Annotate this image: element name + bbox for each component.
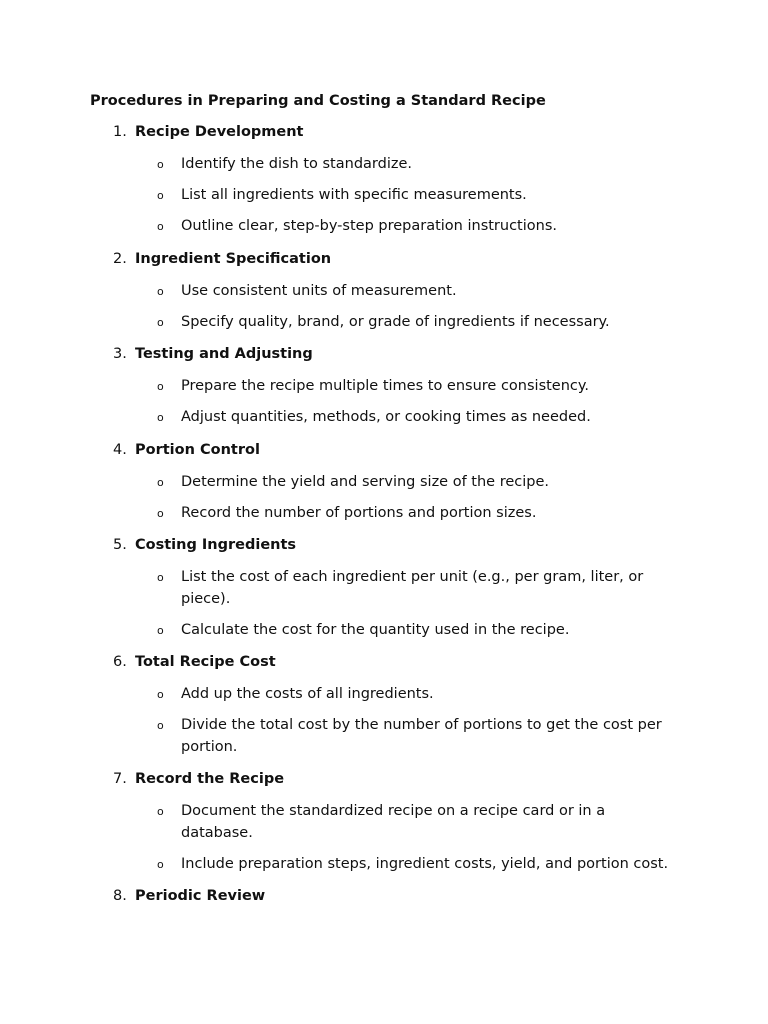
step-substeps xyxy=(0,567,768,641)
step-substeps xyxy=(0,281,768,334)
step-title: Ingredient Specification xyxy=(135,250,332,267)
step-item xyxy=(0,653,768,758)
hollow-bullet-icon: o xyxy=(157,506,164,520)
step-substeps xyxy=(0,472,768,525)
step-number: 6. xyxy=(113,654,127,670)
substep-item xyxy=(0,185,768,207)
substep-item xyxy=(0,312,768,334)
hollow-bullet-icon: o xyxy=(157,719,164,732)
substep-text: List the cost of each ingredient per unit (e.g., per gram, liter, or piece). xyxy=(181,569,644,607)
step-number: 5. xyxy=(113,537,127,553)
substep-text: Document the standardized recipe on a recipe card or in a database. xyxy=(181,803,606,841)
step-substeps xyxy=(0,801,768,875)
step-header xyxy=(0,770,768,789)
substep-item xyxy=(0,216,768,238)
hollow-bullet-icon: o xyxy=(157,623,164,637)
substep-text: Use consistent units of measurement. xyxy=(181,282,457,299)
step-title: Portion Control xyxy=(135,441,260,458)
substep-item xyxy=(0,472,768,494)
substep-text: Include preparation steps, ingredient costs, yield, and portion cost. xyxy=(181,855,669,872)
step-title: Recipe Development xyxy=(135,124,304,140)
substep-text: Record the number of portions and portion sizes. xyxy=(181,504,537,521)
step-item xyxy=(0,887,768,906)
step-header xyxy=(0,887,768,906)
substep-text: List all ingredients with specific measurements. xyxy=(181,187,527,203)
step-title: Testing and Adjusting xyxy=(135,346,313,362)
step-header xyxy=(0,250,768,269)
substep-text: Prepare the recipe multiple times to ensure consistency. xyxy=(181,378,590,394)
hollow-bullet-icon: o xyxy=(157,315,164,329)
substep-text: Calculate the cost for the quantity used in the recipe. xyxy=(181,621,570,638)
step-header xyxy=(0,123,768,142)
step-header xyxy=(0,441,768,460)
step-number: 4. xyxy=(113,441,127,458)
step-number: 3. xyxy=(113,346,127,362)
substep-item xyxy=(0,854,768,876)
document-title: Procedures in Preparing and Costing a Standard Recipe xyxy=(90,93,546,109)
step-header xyxy=(0,345,768,364)
step-item xyxy=(0,441,768,525)
hollow-bullet-icon: o xyxy=(157,688,164,701)
substep-item xyxy=(0,281,768,303)
substep-item xyxy=(0,503,768,525)
step-title: Costing Ingredients xyxy=(135,537,297,553)
step-title: Total Recipe Cost xyxy=(135,654,276,670)
step-title: Periodic Review xyxy=(135,888,266,904)
substep-item xyxy=(0,407,768,429)
substep-item xyxy=(0,684,768,706)
substep-text: Outline clear, step-by-step preparation instructions. xyxy=(181,218,557,234)
hollow-bullet-icon: o xyxy=(157,189,164,202)
substep-item xyxy=(0,801,768,844)
step-number: 1. xyxy=(113,124,127,140)
substep-text: Determine the yield and serving size of the recipe. xyxy=(181,473,550,490)
procedure-steps-list xyxy=(0,123,768,918)
step-substeps xyxy=(0,376,768,429)
substep-text: Identify the dish to standardize. xyxy=(181,156,412,172)
step-item xyxy=(0,250,768,334)
step-item xyxy=(0,770,768,875)
hollow-bullet-icon: o xyxy=(157,411,164,424)
substep-item xyxy=(0,376,768,398)
step-header xyxy=(0,653,768,672)
step-number: 8. xyxy=(113,888,127,904)
hollow-bullet-icon: o xyxy=(157,805,164,818)
substep-text: Divide the total cost by the number of portions to get the cost per portion. xyxy=(181,717,662,755)
substep-text: Adjust quantities, methods, or cooking times as needed. xyxy=(181,409,591,425)
step-substeps xyxy=(0,154,768,238)
substep-text: Add up the costs of all ingredients. xyxy=(181,686,434,702)
step-title: Record the Recipe xyxy=(135,771,285,787)
hollow-bullet-icon: o xyxy=(157,380,164,393)
step-item xyxy=(0,123,768,238)
hollow-bullet-icon: o xyxy=(157,857,164,871)
step-number: 7. xyxy=(113,771,127,787)
substep-item xyxy=(0,620,768,642)
hollow-bullet-icon: o xyxy=(157,158,164,171)
step-item xyxy=(0,345,768,429)
step-number: 2. xyxy=(113,250,127,267)
hollow-bullet-icon: o xyxy=(157,284,164,298)
hollow-bullet-icon: o xyxy=(157,475,164,489)
substep-item xyxy=(0,154,768,176)
substep-item xyxy=(0,567,768,610)
step-substeps xyxy=(0,684,768,758)
substep-text: Specify quality, brand, or grade of ingredients if necessary. xyxy=(181,313,610,330)
step-header xyxy=(0,536,768,555)
substep-item xyxy=(0,715,768,758)
hollow-bullet-icon: o xyxy=(157,220,164,233)
step-item xyxy=(0,536,768,641)
hollow-bullet-icon: o xyxy=(157,571,164,584)
